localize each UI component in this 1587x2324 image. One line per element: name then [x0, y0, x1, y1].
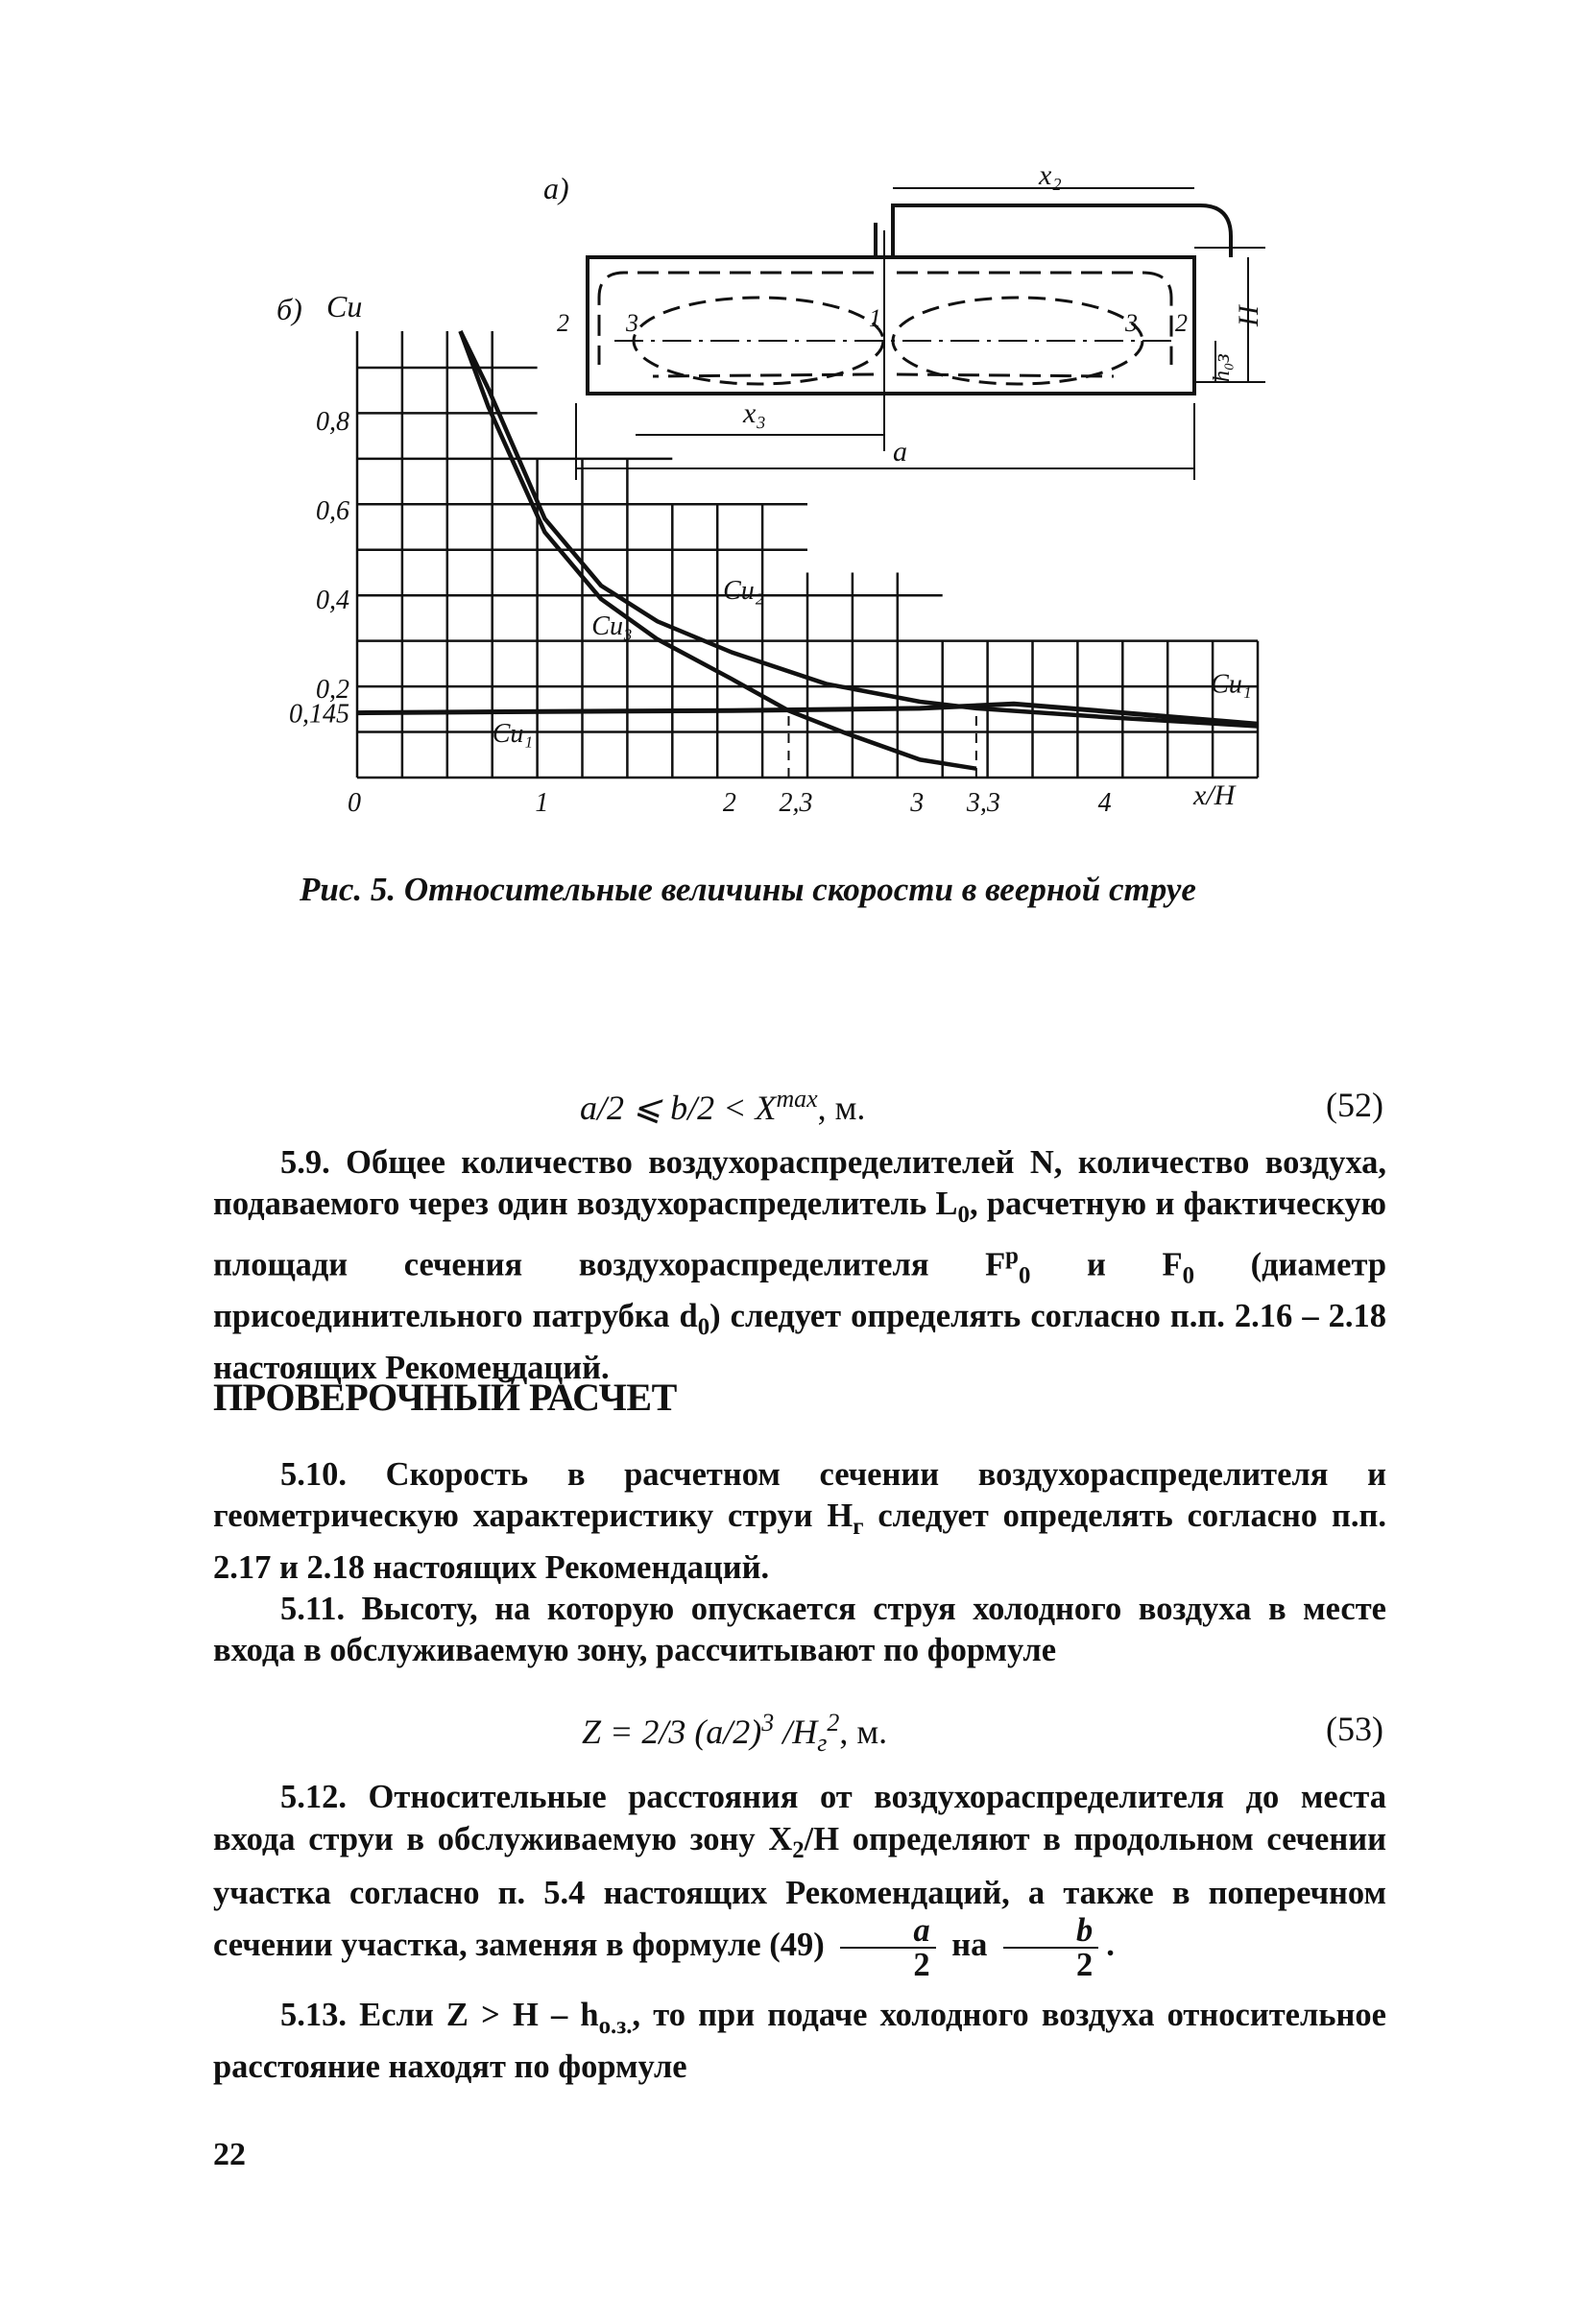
paragraph-5-11: 5.11. Высоту, на которую опускается струя холодного воздуха в месте входа в обслуживаемую зону, рассчитывают по формуле — [213, 1591, 1386, 1668]
x-tick-label: 1 — [535, 788, 549, 818]
x3-label: x₃ — [743, 397, 766, 429]
p59-d-sub: 0 — [697, 1314, 710, 1341]
figure-caption: Рис. 5. Относительные величины скорости в веерной струе — [300, 871, 1196, 908]
p513-sub: о.з. — [598, 2012, 633, 2039]
equation-53-number: (53) — [1326, 1710, 1383, 1748]
diagram-label-a: а) — [543, 171, 569, 205]
bottom-flow-left — [653, 374, 874, 376]
frac2-den: 2 — [1076, 1946, 1094, 1983]
eq53-mid: /H — [774, 1713, 818, 1751]
supply-duct — [893, 205, 1231, 257]
eq53-rhs: , м. — [839, 1713, 888, 1751]
p512-mid: /H определяют в продольном сечении участка согласно п. 5.4 настоящих Рекомендаций, а также в поперечном сечении участка, заменяя в формуле (49) — [213, 1821, 1386, 1963]
y-tick-label: 0,145 — [289, 699, 349, 730]
x-tick-label: 2 — [722, 788, 736, 818]
p59-mid2: (диаметр присоединительного патрубка d — [213, 1246, 1387, 1335]
eq53-sup1: 3 — [761, 1709, 775, 1737]
p510-sub: г — [853, 1513, 864, 1540]
x-tick-label: 4 — [1097, 788, 1112, 818]
p513-tail: , то при подаче холодного воздуха относительное расстояние находят по формуле — [213, 1997, 1386, 2085]
eq52-sup: max — [776, 1085, 818, 1113]
bottom-flow-right — [897, 374, 1114, 376]
series-annotation: Cu₂ — [723, 576, 764, 606]
paragraph-5-10 — [213, 1454, 1386, 1589]
series-annotation: Cu₃ — [591, 611, 633, 642]
chart-label-b: б) — [277, 292, 302, 326]
cu-chart — [277, 289, 1258, 818]
series-line-cu2 — [461, 331, 1259, 727]
a-label: a — [893, 436, 907, 467]
paragraph-5-13 — [213, 1995, 1386, 2088]
airflow-diagram — [543, 159, 1265, 480]
p59-f-sub1: 0 — [1018, 1262, 1031, 1289]
x-tick-label: 2,3 — [779, 788, 813, 818]
fraction-a-2 — [840, 1911, 935, 1983]
y-tick-label: 0,8 — [316, 407, 349, 437]
eq53-sub: г — [817, 1729, 828, 1758]
eq53-lhs: Z = 2/3 (a/2) — [582, 1713, 762, 1751]
x-tick-label: 3 — [910, 788, 925, 818]
zone-label-2-left: 2 — [557, 309, 569, 337]
equation-52 — [580, 1085, 865, 1128]
paragraph-5-9 — [213, 1142, 1386, 1389]
p59-f-sup: p — [1005, 1242, 1019, 1269]
p510-tail: следует определять согласно п.п. 2.17 и 2.18 настоящих Рекомендаций. — [213, 1497, 1386, 1586]
p59-f-sub2: 0 — [1182, 1262, 1194, 1289]
zone-label-2-right: 2 — [1175, 309, 1188, 337]
p513-lead: 5.13. Если Z > H – h — [280, 1997, 599, 2033]
zone-label-1: 1 — [869, 304, 881, 332]
fraction-b-2 — [1003, 1911, 1098, 1983]
p59-and: и F — [1030, 1246, 1183, 1283]
y-axis-label: Cu — [326, 289, 363, 323]
series-annotation: Cu₁ — [492, 718, 534, 749]
frac2-num: b — [1003, 1914, 1098, 1949]
x-axis-label: x/H — [1193, 779, 1236, 811]
eq52-rhs: , м. — [817, 1089, 866, 1127]
p510-lead: 5.10. Скорость в расчетном сечении воздухораспределителя и геометрическую характеристику струи H — [213, 1456, 1386, 1534]
section-heading: ПРОВЕРОЧНЫЙ РАСЧЕТ — [213, 1376, 677, 1419]
p59-tail: ) следует определять согласно п.п. 2.16 – 2.18 настоящих Рекомендаций. — [213, 1298, 1386, 1387]
equation-52-number: (52) — [1326, 1086, 1383, 1124]
y-tick-label: 0,4 — [316, 586, 349, 615]
p59-lead: 5.9. Общее количество воздухораспределителей N, количество воздуха, подаваемого через один воздухораспределитель L — [213, 1144, 1386, 1222]
x2-label: x₂ — [1039, 159, 1062, 191]
p512-na: на — [951, 1926, 988, 1963]
x-tick-label: 0 — [348, 788, 361, 818]
figure-5 — [0, 0, 1587, 1008]
frac1-num: a — [840, 1914, 935, 1949]
series-annotation: Cu₁ — [1211, 669, 1252, 700]
eq52-lhs: a/2 ⩽ b/2 < X — [580, 1089, 777, 1127]
h03-label: h₀з — [1210, 353, 1235, 382]
y-tick-label: 0,6 — [316, 496, 349, 526]
p512-sub: 2 — [792, 1836, 805, 1863]
p59-mid1: , расчетную и фактическую площади сечения воздухораспределителя F — [213, 1186, 1386, 1283]
frac1-den: 2 — [913, 1946, 930, 1983]
page-number: 22 — [213, 2137, 246, 2172]
x-tick-label: 3,3 — [966, 788, 1000, 818]
eq53-sup2: 2 — [827, 1709, 840, 1737]
equation-53 — [582, 1709, 887, 1758]
y-tick-label: 0,2 — [316, 675, 349, 705]
zone-label-3-right: 3 — [1125, 309, 1138, 337]
p512-lead: 5.12. Относительные расстояния от воздухораспределителя до места входа струи в обслуживаемую зону X — [213, 1779, 1386, 1857]
h-label: H — [1233, 305, 1264, 326]
top-flow-left — [599, 273, 874, 365]
paragraph-5-12: 5.12. Относительные расстояния от воздухораспределителя до места входа струи в обслуживаемую зону $X_2/H$ определяют в продольном сечении участка согласно п. 5.4 настоящих Рекомендаций, а также в поперечном сечении участка, заменяя в формуле (49) $\frac{a}{2}$ на $\frac{b}{2}$ . — [213, 1779, 1386, 1983]
p59-l-sub: 0 — [957, 1201, 970, 1228]
zone-label-3-left: 3 — [626, 309, 638, 337]
